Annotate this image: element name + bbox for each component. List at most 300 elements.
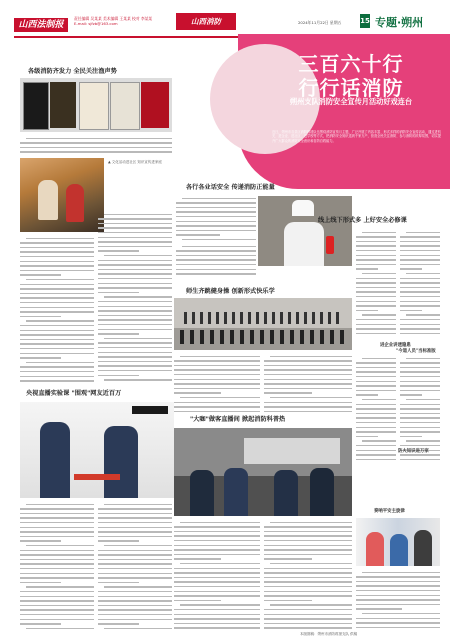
center-heading-2: 师生齐跳健身操 创新形式快乐学 xyxy=(186,288,275,295)
text-line xyxy=(356,590,440,592)
text-line xyxy=(270,522,352,524)
text-line xyxy=(26,628,94,630)
text-line xyxy=(356,259,396,261)
text-line xyxy=(264,614,352,616)
text-line xyxy=(356,431,396,433)
text-line xyxy=(356,255,396,257)
text-line xyxy=(98,623,139,625)
text-line xyxy=(98,531,172,533)
text-line xyxy=(400,417,440,419)
text-line xyxy=(174,406,260,408)
text-line xyxy=(20,577,94,579)
center-body-text-6 xyxy=(264,520,352,634)
text-line xyxy=(20,307,94,309)
text-line xyxy=(98,596,172,598)
text-line xyxy=(98,609,172,611)
text-line xyxy=(176,234,220,236)
text-line xyxy=(26,586,94,588)
text-line xyxy=(400,404,440,406)
page-number-badge: 15 xyxy=(360,14,370,28)
text-line xyxy=(264,540,352,542)
kid-figure-3 xyxy=(414,530,432,566)
text-line xyxy=(20,147,172,149)
right-heading-1: 线上线下形式多 上好安全必修课 xyxy=(318,217,407,224)
text-line xyxy=(174,595,260,597)
text-line xyxy=(264,360,352,362)
text-line xyxy=(406,273,440,275)
text-line xyxy=(20,554,94,556)
text-line xyxy=(176,273,256,275)
text-line xyxy=(174,549,260,551)
text-line xyxy=(356,381,396,383)
masthead-meta xyxy=(74,16,154,26)
text-line xyxy=(104,628,172,630)
text-line xyxy=(400,310,422,312)
text-line xyxy=(26,320,94,322)
text-line xyxy=(20,265,94,267)
text-line xyxy=(356,310,378,312)
text-line xyxy=(406,440,440,442)
text-line xyxy=(362,399,396,401)
text-line xyxy=(400,324,440,326)
text-line xyxy=(270,356,352,358)
text-line xyxy=(264,365,352,367)
text-line xyxy=(98,517,172,519)
text-line xyxy=(20,366,94,368)
text-line xyxy=(20,348,94,350)
text-line xyxy=(98,527,172,529)
left-photo-caption: ▲ 文化活动进社区 知识宣传进家庭 xyxy=(108,160,162,164)
text-line xyxy=(20,151,172,153)
text-line xyxy=(98,365,172,367)
text-line xyxy=(176,230,256,232)
text-line xyxy=(400,381,440,383)
text-line xyxy=(356,333,396,335)
text-line xyxy=(356,362,396,364)
text-line xyxy=(104,296,172,298)
host-figure-1 xyxy=(190,470,214,516)
text-line xyxy=(356,454,396,456)
text-line xyxy=(104,504,172,506)
text-line xyxy=(20,325,94,327)
text-line xyxy=(362,232,396,234)
text-line xyxy=(98,577,172,579)
text-line xyxy=(20,261,94,263)
text-line xyxy=(174,360,260,362)
text-line xyxy=(98,605,172,607)
text-line xyxy=(98,306,172,308)
text-line xyxy=(20,619,94,621)
left-body-text-1 xyxy=(20,136,172,156)
text-line xyxy=(356,404,396,406)
text-line xyxy=(20,582,61,584)
text-line xyxy=(98,319,172,321)
text-line xyxy=(98,522,172,524)
text-line xyxy=(356,581,440,583)
text-line xyxy=(400,282,440,284)
poster-panel-3 xyxy=(79,82,109,130)
text-line xyxy=(174,600,221,602)
text-line xyxy=(98,513,172,515)
text-line xyxy=(356,264,396,266)
right-subheading-1: 进企业讲透隐患 xyxy=(380,343,411,348)
text-line xyxy=(174,614,260,616)
text-line xyxy=(174,365,260,367)
text-line xyxy=(104,255,172,257)
text-line xyxy=(356,408,396,410)
text-line xyxy=(20,550,94,552)
text-line xyxy=(98,347,172,349)
text-line xyxy=(270,563,352,565)
text-line xyxy=(362,572,440,574)
center-body-text-1 xyxy=(176,196,256,242)
text-line xyxy=(174,623,260,625)
text-line xyxy=(356,394,378,396)
text-line xyxy=(174,369,260,371)
text-line xyxy=(104,379,172,381)
text-line xyxy=(98,273,172,275)
text-line xyxy=(264,374,352,376)
text-line xyxy=(20,531,94,533)
text-line xyxy=(362,440,396,442)
text-line xyxy=(400,296,440,298)
left-body-text-3 xyxy=(98,212,172,384)
text-line xyxy=(20,297,94,299)
text-line xyxy=(400,255,440,257)
text-line xyxy=(356,278,396,280)
text-line xyxy=(20,293,94,295)
text-line xyxy=(20,288,94,290)
text-line xyxy=(264,623,352,625)
text-line xyxy=(20,330,94,332)
text-line xyxy=(356,417,396,419)
text-line xyxy=(26,138,172,140)
center-body-text-3 xyxy=(174,354,260,414)
text-line xyxy=(356,250,396,252)
text-line xyxy=(98,250,139,252)
center-photo-exercise xyxy=(174,298,352,350)
text-line xyxy=(20,380,94,382)
text-line xyxy=(20,242,94,244)
text-line xyxy=(356,371,396,373)
text-line xyxy=(174,383,260,385)
text-line xyxy=(264,591,352,593)
text-line xyxy=(20,596,94,598)
text-line xyxy=(98,260,172,262)
text-line xyxy=(362,314,396,316)
text-line xyxy=(20,623,61,625)
text-line xyxy=(400,259,440,261)
text-line xyxy=(356,627,440,629)
text-line xyxy=(98,315,172,317)
text-line xyxy=(356,287,396,289)
poster-panel-4 xyxy=(110,82,140,130)
text-line xyxy=(356,422,396,424)
text-line xyxy=(400,305,440,307)
text-line xyxy=(98,356,172,358)
text-line xyxy=(98,227,172,229)
text-line xyxy=(400,436,422,438)
text-line xyxy=(356,459,396,461)
left-photo-children xyxy=(20,158,104,232)
text-line xyxy=(20,513,94,515)
text-line xyxy=(174,374,260,376)
text-line xyxy=(362,613,440,615)
text-line xyxy=(98,563,172,565)
text-line xyxy=(20,371,94,373)
text-line xyxy=(174,558,221,560)
text-line xyxy=(98,568,172,570)
text-line xyxy=(98,582,139,584)
text-line xyxy=(98,342,172,344)
text-line xyxy=(98,223,172,225)
text-line xyxy=(174,627,260,629)
text-line xyxy=(98,559,172,561)
left-top-photo-strip xyxy=(20,78,172,132)
text-line xyxy=(98,370,172,372)
text-line xyxy=(356,385,396,387)
text-line xyxy=(176,207,256,209)
text-line xyxy=(20,376,94,378)
text-line xyxy=(98,287,172,289)
text-line xyxy=(176,211,256,213)
text-line xyxy=(180,563,260,565)
text-line xyxy=(20,508,94,510)
left-top-heading: 各级消防齐发力 全民关注渔声势 xyxy=(28,68,117,75)
text-line xyxy=(176,259,256,261)
center-photo-studio xyxy=(174,428,352,516)
host-figure-4 xyxy=(310,468,334,516)
text-line xyxy=(356,282,396,284)
text-line xyxy=(104,545,172,547)
text-line xyxy=(400,333,440,335)
text-line xyxy=(356,608,402,610)
text-line xyxy=(26,238,94,240)
text-line xyxy=(98,536,172,538)
text-line xyxy=(356,450,396,452)
text-line xyxy=(356,604,440,606)
text-line xyxy=(400,328,440,330)
text-line xyxy=(98,591,172,593)
text-line xyxy=(356,618,440,620)
hero-banner xyxy=(210,34,450,189)
text-line xyxy=(176,264,256,266)
text-line xyxy=(98,283,172,285)
text-line xyxy=(400,278,440,280)
text-line xyxy=(264,558,312,560)
text-line xyxy=(98,246,172,248)
left-live-photo xyxy=(20,402,174,498)
text-line xyxy=(20,339,94,341)
right-photo-kids xyxy=(356,518,440,566)
text-line xyxy=(20,247,94,249)
text-line xyxy=(264,535,352,537)
text-line xyxy=(264,526,352,528)
studio-sign xyxy=(244,438,340,464)
text-line xyxy=(174,609,260,611)
text-line xyxy=(98,292,139,294)
host-figure-3 xyxy=(274,470,298,516)
text-line xyxy=(264,568,352,570)
firefighter-figure-1 xyxy=(40,422,70,498)
text-line xyxy=(264,406,352,408)
meta-email: E-mail: sjfzb@163.com xyxy=(74,21,118,26)
text-line xyxy=(264,572,352,574)
hero-title-line-2: 行行话消防 xyxy=(298,76,404,100)
text-line xyxy=(264,609,352,611)
text-line xyxy=(400,241,440,243)
text-line xyxy=(356,301,396,303)
text-line xyxy=(174,540,260,542)
text-line xyxy=(98,278,172,280)
text-line xyxy=(270,604,352,606)
text-line xyxy=(180,604,260,606)
text-line xyxy=(98,375,139,377)
right-body-text-3 xyxy=(356,356,396,466)
right-body-text-5 xyxy=(356,570,440,630)
student-row-1 xyxy=(184,312,344,324)
center-heading-3: "大咖"做客直播间 掀起消防科普热 xyxy=(190,416,286,423)
text-line xyxy=(400,408,440,410)
center-body-text-4 xyxy=(264,354,352,414)
text-line xyxy=(20,302,94,304)
text-line xyxy=(20,353,94,355)
text-line xyxy=(400,250,440,252)
text-line xyxy=(26,504,94,506)
text-line xyxy=(400,264,440,266)
left-body-text-4 xyxy=(20,502,94,634)
text-line xyxy=(104,214,172,216)
text-line xyxy=(174,388,260,390)
text-line xyxy=(20,284,94,286)
text-line xyxy=(174,392,221,394)
text-line xyxy=(20,343,94,345)
text-line xyxy=(270,397,352,399)
text-line xyxy=(400,301,440,303)
text-line xyxy=(20,540,61,542)
text-line xyxy=(400,431,440,433)
text-line xyxy=(356,324,396,326)
text-line xyxy=(174,572,260,574)
text-line xyxy=(26,362,94,364)
text-line xyxy=(98,333,139,335)
text-line xyxy=(20,311,94,313)
text-line xyxy=(98,241,172,243)
hero-intro: 近日，朔州市各县区消防救援队伍围绕消防宣传月主题，广泛开展了内容丰富、形式多样的消防安全宣传活动，通过进机关、进企业、进社区、进学校等方式，把消防安全知识送到千家万户，营造全民关注消防、参与消防的浓厚氛围，切实提升广大群众的消防安全意识和自防自救能力。 xyxy=(272,130,441,143)
chef-hat xyxy=(292,200,314,216)
right-subheading-4: 奏响平安主旋律 xyxy=(374,509,405,514)
text-line xyxy=(26,545,94,547)
student-row-2 xyxy=(180,330,348,344)
text-line xyxy=(176,202,256,204)
text-line xyxy=(264,577,352,579)
text-line xyxy=(174,526,260,528)
text-line xyxy=(182,198,256,200)
text-line xyxy=(98,614,172,616)
text-line xyxy=(400,236,440,238)
text-line xyxy=(356,291,396,293)
text-line xyxy=(264,402,352,404)
right-body-text-1 xyxy=(356,230,396,340)
text-line xyxy=(98,550,172,552)
text-line xyxy=(356,622,440,624)
text-line xyxy=(362,358,396,360)
text-line xyxy=(356,427,396,429)
text-line xyxy=(20,142,172,144)
left-body-text-2 xyxy=(20,236,94,384)
text-line xyxy=(98,237,172,239)
text-line xyxy=(20,573,94,575)
text-line xyxy=(264,388,352,390)
firefighter-figure-2 xyxy=(104,426,138,498)
text-line xyxy=(174,545,260,547)
text-line xyxy=(356,245,396,247)
text-line xyxy=(264,586,352,588)
text-line xyxy=(264,392,312,394)
text-line xyxy=(400,376,440,378)
extinguisher-icon xyxy=(326,236,334,254)
text-line xyxy=(98,232,172,234)
text-line xyxy=(174,411,260,413)
meta-editor: 责任编辑 吴某某 美术编辑 王某某 校对 李某某 xyxy=(74,16,153,21)
text-line xyxy=(400,291,440,293)
section-title: 专题·朔州 xyxy=(375,16,424,29)
text-line xyxy=(356,296,396,298)
text-line xyxy=(400,362,440,364)
center-photo-chef xyxy=(258,196,352,266)
text-line xyxy=(182,239,256,241)
text-line xyxy=(174,591,260,593)
text-line xyxy=(406,399,440,401)
text-line xyxy=(356,595,440,597)
fire-logo-bar: 山西消防 xyxy=(176,13,236,30)
text-line xyxy=(400,445,440,447)
text-line xyxy=(174,531,260,533)
text-line xyxy=(356,367,396,369)
text-line xyxy=(98,554,172,556)
poster-panel-1 xyxy=(23,82,49,130)
text-line xyxy=(356,236,396,238)
text-line xyxy=(264,545,352,547)
text-line xyxy=(174,586,260,588)
hero-subtitle: 朔州支队消防安全宣传月活动好戏连台 xyxy=(289,97,413,106)
text-line xyxy=(176,216,256,218)
text-line xyxy=(20,563,94,565)
text-line xyxy=(400,385,440,387)
text-line xyxy=(98,269,172,271)
text-line xyxy=(264,549,352,551)
text-line xyxy=(20,251,94,253)
text-line xyxy=(362,273,396,275)
text-line xyxy=(20,568,94,570)
text-line xyxy=(264,411,352,413)
text-line xyxy=(356,445,396,447)
text-line xyxy=(176,225,256,227)
text-line xyxy=(400,268,422,270)
text-line xyxy=(406,358,440,360)
host-figure-2 xyxy=(224,468,248,516)
text-line xyxy=(98,361,172,363)
text-line xyxy=(98,329,172,331)
sash-banner xyxy=(74,474,120,480)
text-line xyxy=(264,600,312,602)
text-line xyxy=(264,383,352,385)
text-line xyxy=(400,413,440,415)
text-line xyxy=(180,356,260,358)
text-line xyxy=(356,436,378,438)
kid-figure-2 xyxy=(390,534,408,566)
text-line xyxy=(400,454,440,456)
